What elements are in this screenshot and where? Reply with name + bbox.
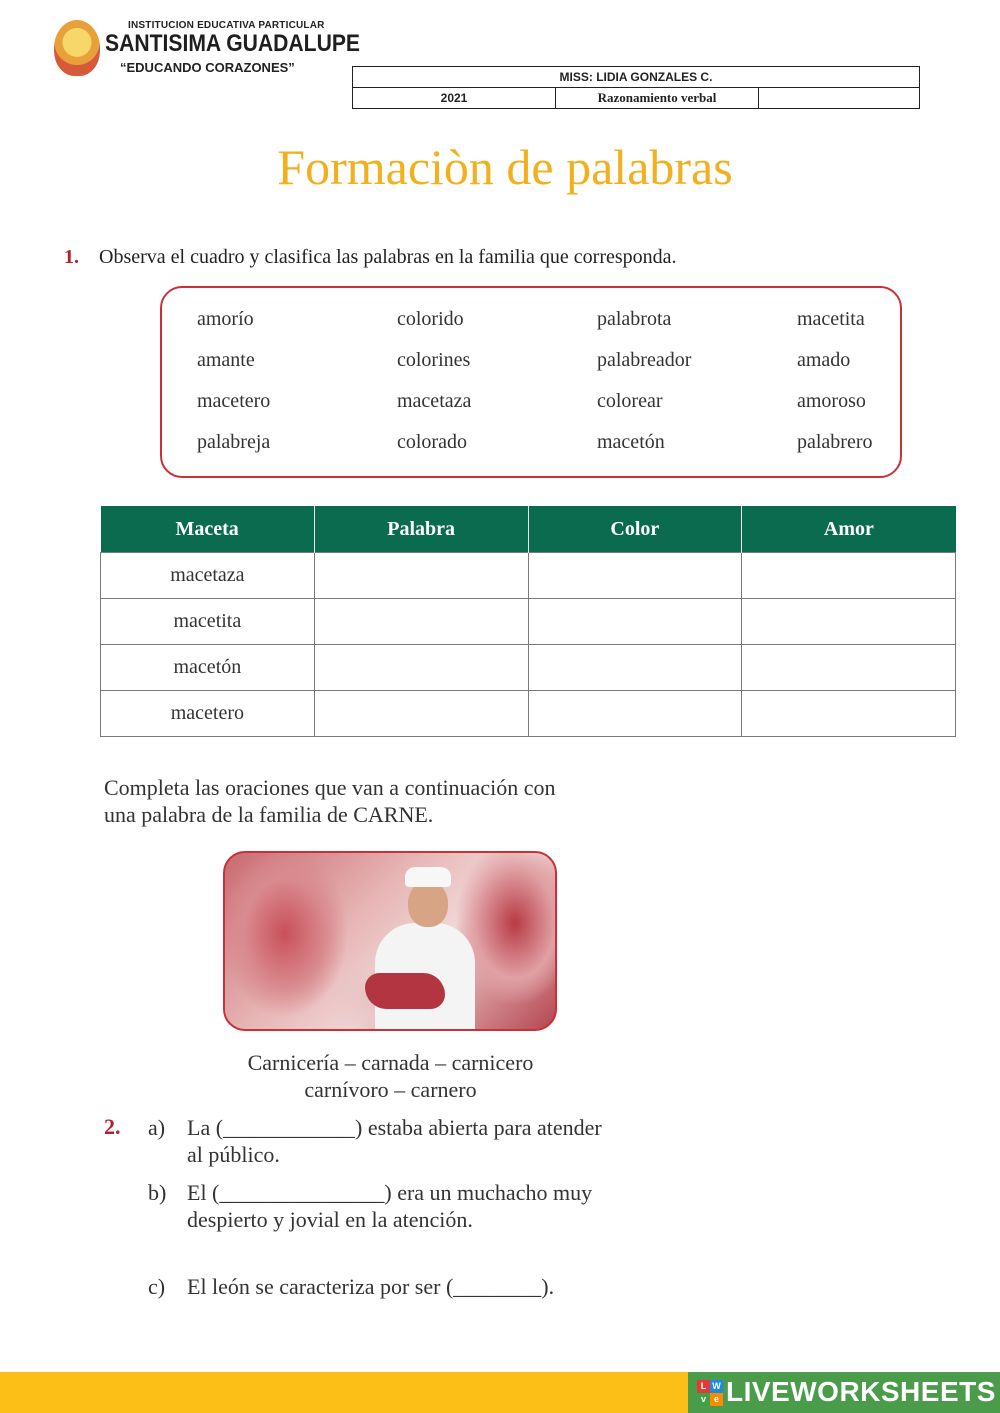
word-family-line: carnívoro – carnero — [304, 1077, 477, 1102]
sentence-line: La (____________) estaba abierta para atender — [187, 1115, 602, 1140]
column-header-color: Color — [528, 506, 742, 553]
word-bank-item: macetaza — [397, 390, 472, 412]
column-header-amor: Amor — [742, 506, 956, 553]
exercise-1-number: 1. — [64, 246, 79, 268]
table-row — [101, 691, 956, 737]
sentence-line: El león se caracteriza por ser (________). — [187, 1274, 555, 1299]
school-logo — [54, 20, 100, 76]
item-c-label: c) — [148, 1274, 166, 1299]
empty-header-cell — [759, 88, 920, 109]
word-bank — [197, 308, 897, 472]
table-cell: macetón — [101, 645, 315, 691]
word-bank-item: macetero — [197, 390, 271, 412]
liveworksheets-logo-icon: L W v e — [697, 1380, 723, 1406]
answer-cell[interactable] — [314, 599, 528, 645]
word-bank-item: amoroso — [797, 390, 866, 412]
subject-cell: Razonamiento verbal — [556, 88, 759, 109]
year-cell: 2021 — [353, 88, 556, 109]
column-header-maceta: Maceta — [101, 506, 315, 553]
answer-cell[interactable] — [742, 645, 956, 691]
carne-word-family — [208, 1049, 573, 1103]
item-b-sentence[interactable] — [187, 1179, 687, 1233]
table-cell: macetaza — [101, 553, 315, 599]
school-name: SANTISIMA GUADALUPE — [105, 30, 361, 57]
butcher-head — [408, 881, 448, 927]
word-bank-item: colorear — [597, 390, 663, 412]
table-cell: macetero — [101, 691, 315, 737]
butcher-photo — [223, 851, 557, 1031]
answer-cell[interactable] — [314, 645, 528, 691]
item-a-sentence[interactable] — [187, 1114, 687, 1168]
school-type-label: INSTITUCION EDUCATIVA PARTICULAR — [128, 20, 325, 31]
word-bank-item: palabreja — [197, 431, 271, 453]
word-bank-item: amante — [197, 349, 255, 371]
word-bank-item: palabreador — [597, 349, 692, 371]
liveworksheets-brand-text[interactable]: LIVEWORKSHEETS — [726, 1376, 996, 1407]
intro-line: una palabra de la familia de CARNE. — [104, 802, 434, 827]
word-bank-item: colorines — [397, 349, 471, 371]
exercise-1-instruction: Observa el cuadro y clasifica las palabras en la familia que corresponda. — [99, 246, 677, 268]
answer-cell[interactable] — [314, 691, 528, 737]
item-a-label: a) — [148, 1115, 166, 1140]
answer-cell[interactable] — [528, 691, 742, 737]
table-row — [101, 645, 956, 691]
answer-cell[interactable] — [528, 645, 742, 691]
answer-cell[interactable] — [528, 553, 742, 599]
word-family-table — [100, 506, 956, 737]
answer-cell[interactable] — [742, 553, 956, 599]
word-bank-item: amorío — [197, 308, 254, 330]
word-bank-item: macetón — [597, 431, 665, 453]
butcher-hat — [405, 867, 451, 887]
word-bank-item: amado — [797, 349, 851, 371]
school-motto: “EDUCANDO CORAZONES” — [120, 60, 295, 75]
sentence-line: al público. — [187, 1142, 280, 1167]
exercise-2-number: 2. — [104, 1114, 121, 1139]
item-c-sentence[interactable] — [187, 1273, 687, 1300]
sentence-line: despierto y jovial en la atención. — [187, 1207, 473, 1232]
item-b-label: b) — [148, 1180, 167, 1205]
answer-cell[interactable] — [528, 599, 742, 645]
word-family-line: Carnicería – carnada – carnicero — [247, 1050, 534, 1075]
word-bank-item: palabrero — [797, 431, 873, 453]
word-bank-item: colorido — [397, 308, 464, 330]
intro-line: Completa las oraciones que van a continuación con — [104, 775, 556, 800]
table-cell: macetita — [101, 599, 315, 645]
answer-cell[interactable] — [314, 553, 528, 599]
word-bank-item: macetita — [797, 308, 865, 330]
column-header-palabra: Palabra — [314, 506, 528, 553]
answer-cell[interactable] — [742, 599, 956, 645]
exercise-2-intro — [104, 774, 704, 828]
meat-piece — [365, 973, 445, 1009]
teacher-name: MISS: LIDIA GONZALES C. — [353, 67, 920, 88]
table-row — [101, 599, 956, 645]
sentence-line: El (_______________) era un muchacho muy — [187, 1180, 593, 1205]
word-bank-item: colorado — [397, 431, 467, 453]
answer-cell[interactable] — [742, 691, 956, 737]
page-title: Formaciòn de palabras — [277, 139, 733, 195]
header-info-table — [352, 66, 920, 109]
word-bank-item: palabrota — [597, 308, 672, 330]
table-row — [101, 553, 956, 599]
